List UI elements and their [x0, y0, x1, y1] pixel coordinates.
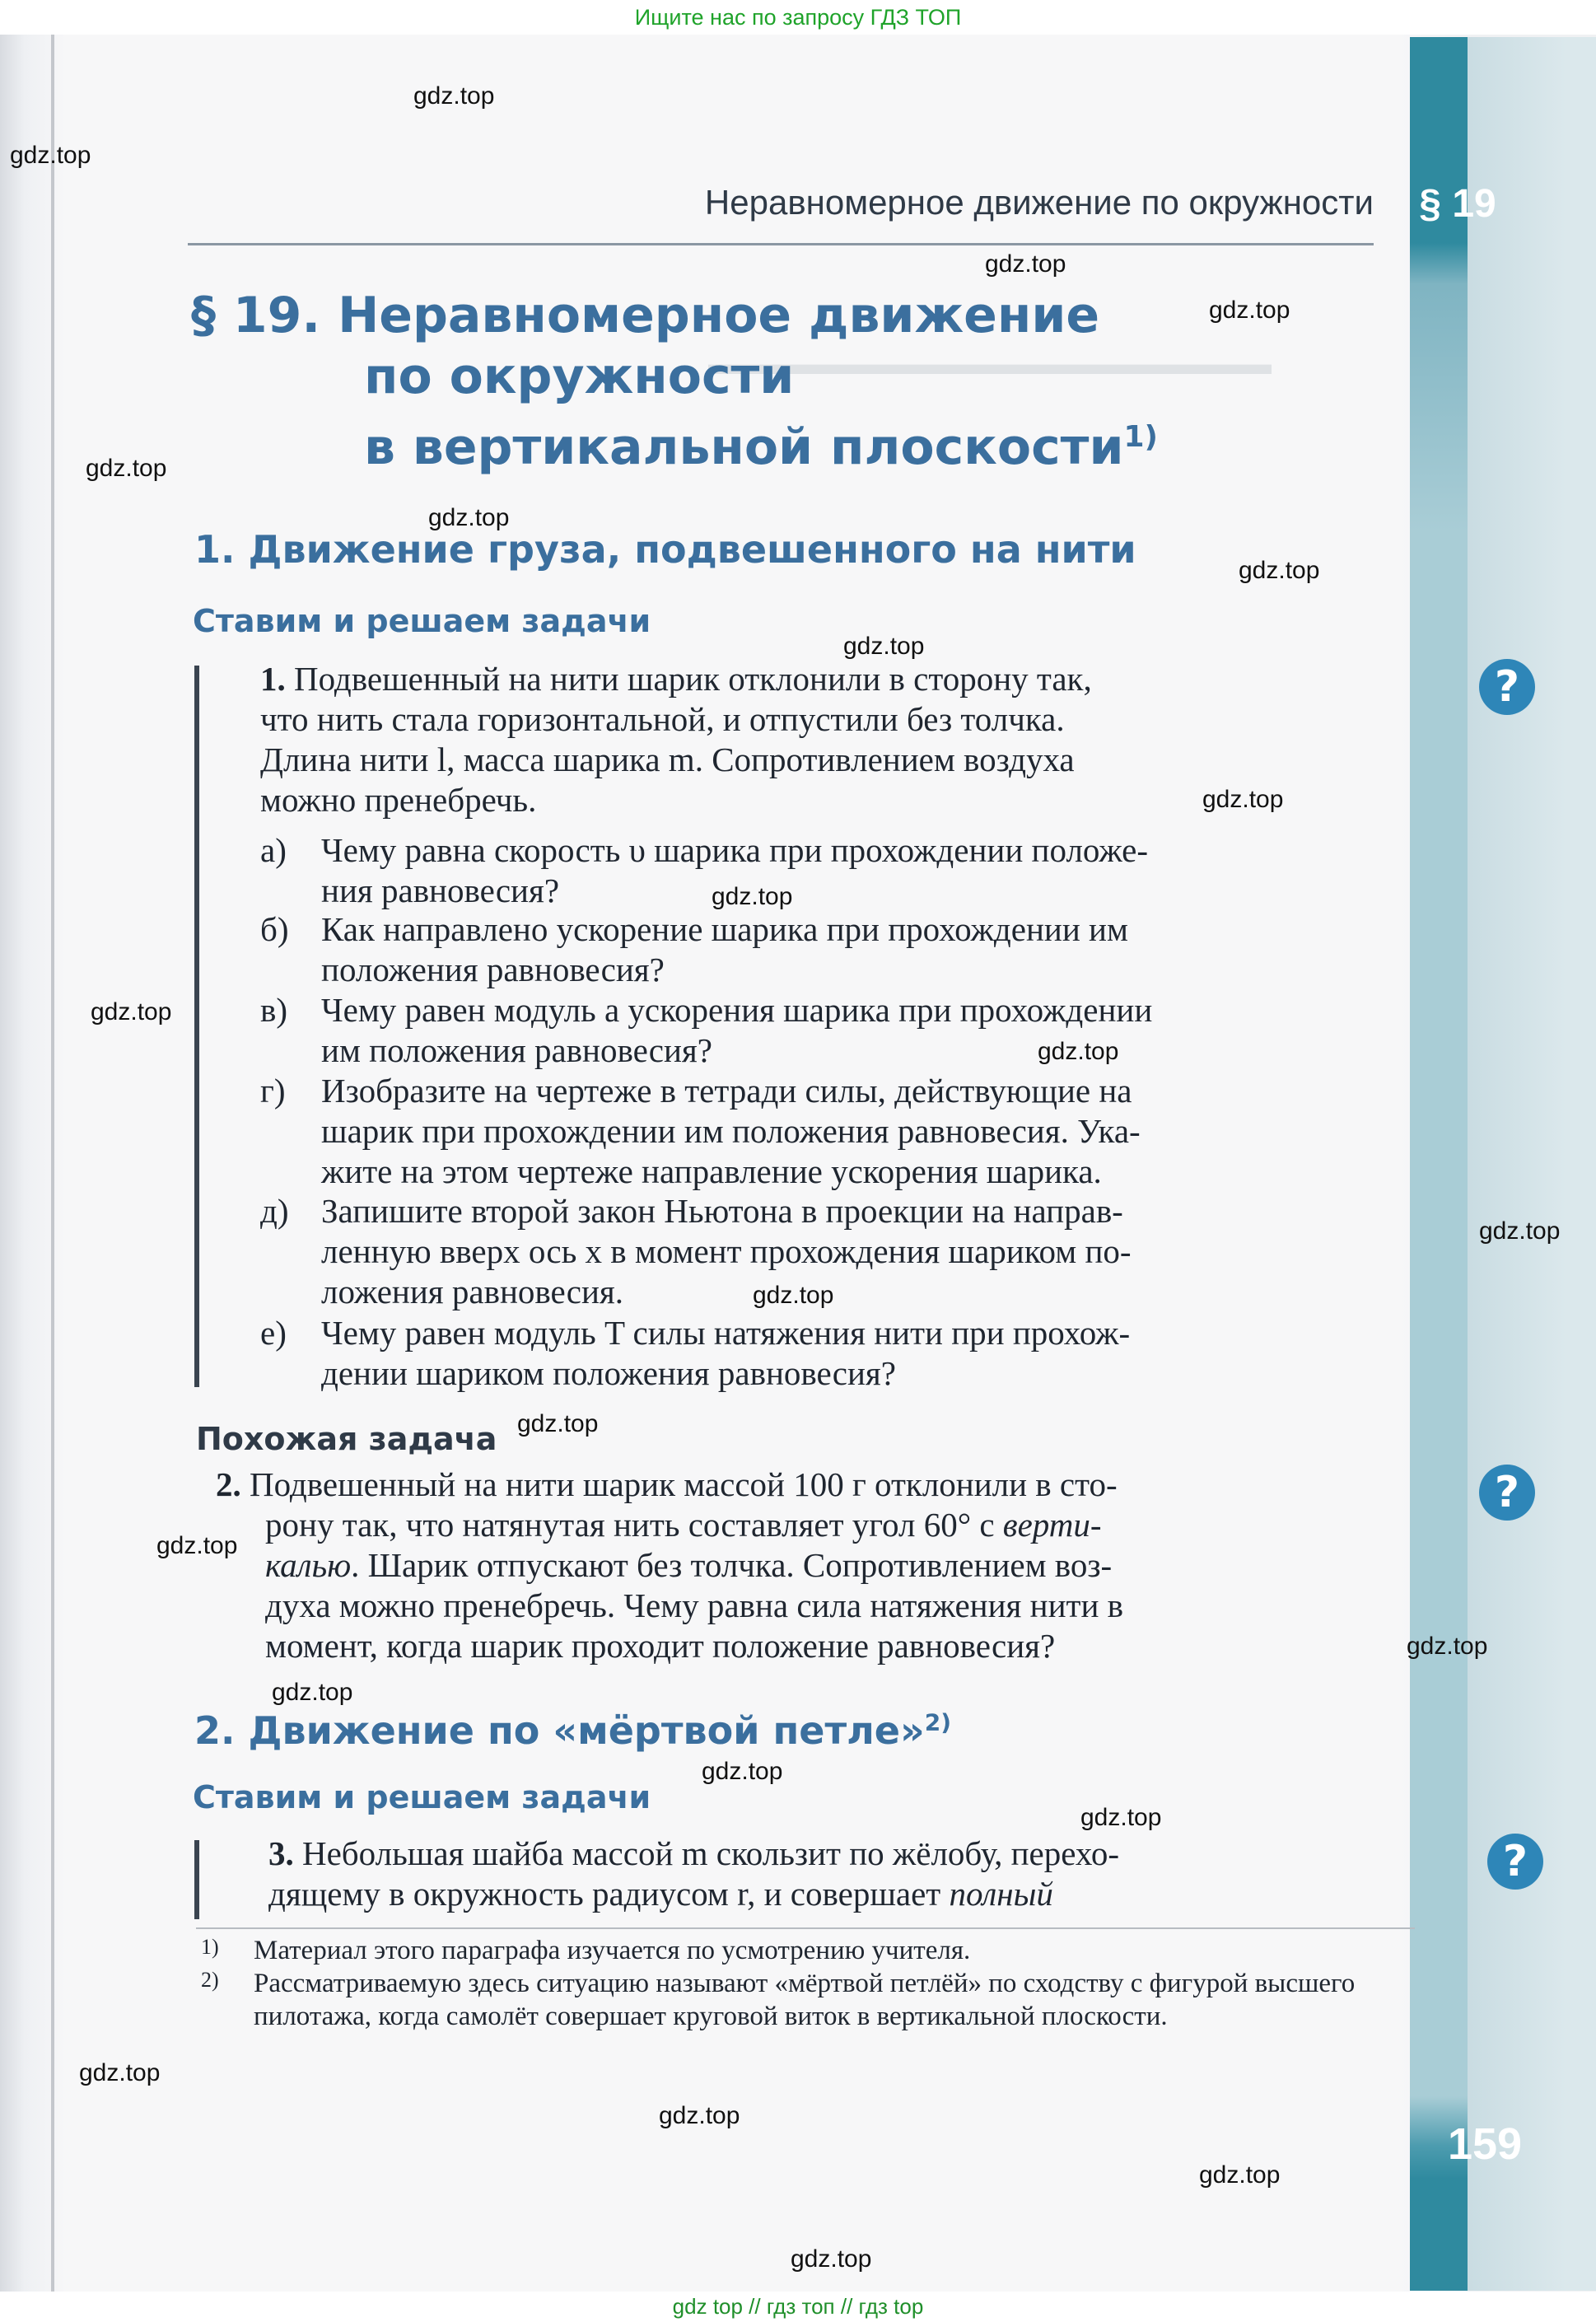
watermark: gdz.top	[428, 504, 510, 531]
item-letter: д)	[260, 1192, 289, 1230]
footnote-rule	[196, 1927, 1415, 1929]
watermark: gdz.top	[843, 633, 925, 660]
task-1v	[260, 990, 1413, 1071]
item-text: Изобразите на чертеже в тетради силы, действующие на	[321, 1072, 1132, 1110]
item-letter: а)	[260, 831, 287, 869]
watermark: gdz.top	[1199, 2161, 1281, 2189]
bleed-through-texture: ▬▬▬▬▬▬▬▬▬▬▬▬▬▬▬▬▬▬	[708, 347, 1272, 381]
footnote-ref: 1)	[1123, 420, 1159, 454]
item-text: ния равновесия?	[321, 871, 560, 909]
item-text: положения равновесия?	[321, 951, 665, 988]
watermark: gdz.top	[413, 82, 495, 110]
header-rule	[188, 243, 1374, 245]
task-2	[216, 1465, 1418, 1666]
question-icon: ?	[1479, 659, 1535, 715]
page-spine-shadow	[51, 35, 54, 2292]
task-text: можно пренебречь.	[260, 781, 537, 819]
task-text-italic: верти-	[1002, 1506, 1102, 1544]
task-text: Длина нити l, масса шарика m. Сопротивлением воздуха	[260, 741, 1075, 778]
item-text: Как направлено ускорение шарика при прохождении им	[321, 910, 1128, 948]
question-icon: ?	[1487, 1834, 1543, 1890]
item-letter: б)	[260, 910, 289, 948]
section-heading-text: 2. Движение по «мёртвой петле»	[194, 1708, 925, 1753]
footnote-mark: 2)	[201, 1968, 219, 1992]
running-title: Неравномерное движение по окружности	[704, 183, 1374, 222]
task-number: 2.	[216, 1465, 241, 1503]
task-text: Подвешенный на нити шарик отклонили в сторону так,	[294, 660, 1092, 698]
task-text: духа можно пренебречь. Чему равна сила натяжения нити в	[265, 1586, 1124, 1624]
item-letter: г)	[260, 1072, 286, 1110]
footnote	[201, 1967, 1425, 2033]
footnote-text: Рассматриваемую здесь ситуацию называют «мёртвой петлёй» по сходству с фигурой высшего пилотажа, когда самолёт совершает круговой виток в вертикальной плоскости.	[254, 1969, 1356, 2031]
question-icon: ?	[1479, 1465, 1535, 1521]
bottom-link-bar[interactable]: gdz top // гдз топ // гдз top	[0, 2292, 1596, 2322]
item-text: Запишите второй закон Ньютона в проекции на направ-	[321, 1192, 1123, 1230]
task-text: Подвешенный на нити шарик массой 100 г отклонили в сто-	[250, 1465, 1118, 1503]
section-heading: 1. Движение груза, подвешенного на нити	[194, 527, 1136, 572]
chapter-title-line: по окружности	[364, 348, 795, 405]
watermark: gdz.top	[702, 1758, 783, 1785]
task-text-italic: полный	[949, 1875, 1053, 1913]
footnote-text: Материал этого параграфа изучается по усмотрению учителя.	[254, 1936, 971, 1965]
task-sidebar-bar	[194, 1840, 199, 1919]
item-text: ложения равновесия.	[321, 1273, 623, 1311]
task-text: . Шарик отпускают без толчка. Сопротивлением воз-	[351, 1546, 1113, 1584]
task-text: рону так, что натянутая нить составляет угол 60° с	[265, 1506, 1003, 1544]
item-letter: в)	[260, 991, 288, 1029]
task-text: Небольшая шайба массой m скользит по жёлобу, перехо-	[302, 1834, 1119, 1872]
task-number: 3.	[268, 1834, 294, 1872]
item-text: шарик при прохождении им положения равновесия. Ука-	[321, 1112, 1141, 1150]
item-text: ленную вверх ось x в момент прохождения шариком по-	[321, 1232, 1132, 1270]
chapter-title	[191, 285, 1377, 478]
section-label: § 19	[1419, 182, 1496, 226]
task-1b	[260, 909, 1413, 990]
task-3	[268, 1834, 1416, 1914]
watermark: gdz.top	[1202, 786, 1284, 813]
task-text: что нить стала горизонтальной, и отпустили без толчка.	[260, 700, 1065, 738]
chapter-title-line: в вертикальной плоскости	[364, 418, 1124, 476]
watermark: gdz.top	[272, 1679, 353, 1706]
task-1g	[260, 1071, 1413, 1192]
watermark: gdz.top	[1479, 1217, 1561, 1245]
task-number: 1.	[260, 660, 286, 698]
top-banner[interactable]: Ищите нас по запросу ГДЗ ТОП	[634, 5, 962, 30]
item-text: дении шариком положения равновесия?	[321, 1354, 896, 1392]
watermark: gdz.top	[79, 2059, 161, 2086]
watermark: gdz.top	[1239, 557, 1320, 584]
page-number: 159	[1447, 2119, 1523, 2169]
item-text: Чему равен модуль T силы натяжения нити при прохож-	[321, 1314, 1131, 1352]
watermark: gdz.top	[753, 1282, 834, 1309]
watermark: gdz.top	[91, 998, 172, 1026]
task-1d	[260, 1191, 1413, 1312]
task-1a	[260, 830, 1413, 911]
watermark: gdz.top	[985, 250, 1066, 278]
watermark: gdz.top	[1080, 1804, 1162, 1831]
watermark: gdz.top	[1038, 1038, 1119, 1065]
footnote-mark: 1)	[201, 1935, 219, 1959]
item-letter: е)	[260, 1314, 287, 1352]
footnote-ref: 2)	[924, 1708, 951, 1736]
subsection-heading: Ставим и решаем задачи	[193, 603, 651, 639]
task-1e	[260, 1313, 1413, 1394]
item-text: им положения равновесия?	[321, 1031, 712, 1069]
watermark: gdz.top	[517, 1410, 599, 1437]
watermark: gdz.top	[791, 2245, 872, 2273]
footnotes	[201, 1934, 1425, 2033]
watermark: gdz.top	[156, 1532, 238, 1559]
watermark: gdz.top	[659, 2102, 740, 2129]
task-text-italic: калью	[265, 1546, 352, 1584]
watermark: gdz.top	[712, 883, 793, 910]
task-text: момент, когда шарик проходит положение равновесия?	[265, 1627, 1056, 1665]
section-heading	[194, 1708, 951, 1753]
watermark: gdz.top	[1209, 297, 1290, 324]
chapter-title-line: § 19. Неравномерное движение	[191, 287, 1100, 344]
watermark: gdz.top	[1407, 1633, 1488, 1660]
page-margin-strip	[1468, 37, 1596, 2291]
task-text: дящему в окружность радиусом r, и совершает	[268, 1875, 950, 1913]
watermark: gdz.top	[86, 455, 167, 482]
footnote	[201, 1934, 1425, 1967]
task-sidebar-bar	[194, 666, 199, 1387]
item-text: жите на этом чертеже направление ускорения шарика.	[321, 1152, 1102, 1190]
item-text: Чему равен модуль a ускорения шарика при прохождении	[321, 991, 1153, 1029]
subsection-heading: Ставим и решаем задачи	[193, 1779, 651, 1815]
similar-task-heading: Похожая задача	[196, 1421, 497, 1457]
watermark: gdz.top	[10, 142, 91, 169]
item-text: Чему равна скорость υ шарика при прохождении положе-	[321, 831, 1149, 869]
